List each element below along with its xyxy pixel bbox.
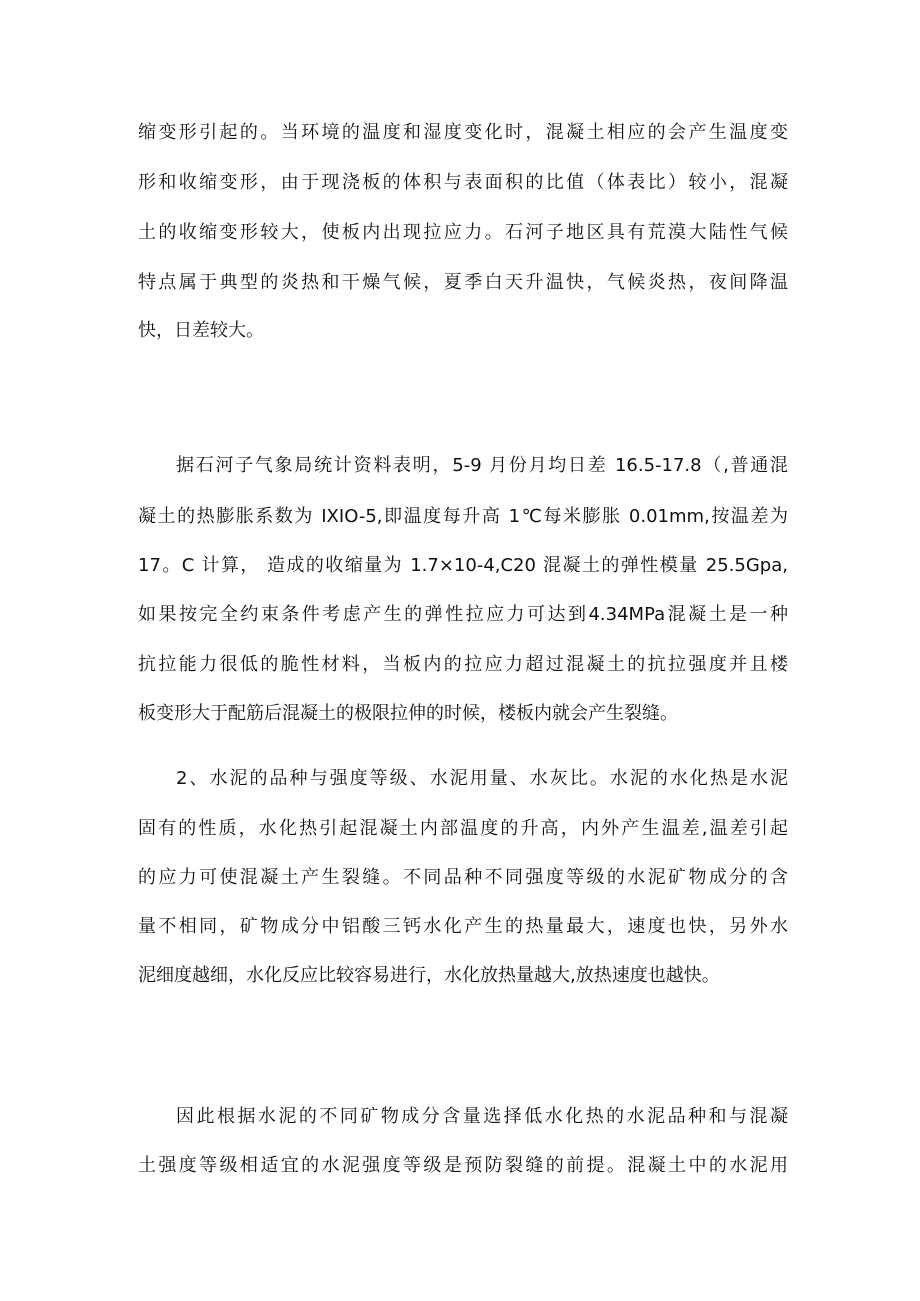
text-line: 抗拉能力很低的脆性材料，当板内的拉应力超过混凝土的抗拉强度并且楼	[138, 654, 788, 675]
text-line: 如果按完全约束条件考虑产生的弹性拉应力可达到4.34MPa混凝土是一种	[138, 604, 788, 625]
text-line: 2、水泥的品种与强度等级、水泥用量、水灰比。水泥的水化热是水泥	[176, 768, 788, 789]
text-line: 因此根据水泥的不同矿物成分含量选择低水化热的水泥品种和与混凝	[176, 1106, 788, 1127]
text-line: 量不相同，矿物成分中铝酸三钙水化产生的热量最大，速度也快，另外水	[138, 916, 788, 937]
text-line: 快，日差较大。	[138, 320, 264, 341]
text-line: 17。C 计算， 造成的收缩量为 1.7×10-4,C20 混凝土的弹性模量 25.5Gpa,	[138, 555, 788, 576]
text-line: 凝土的热膨胀系数为 IXIO-5,即温度每升高 1℃每米膨胀 0.01mm,按温差为	[138, 506, 788, 527]
text-line: 据石河子气象局统计资料表明，5-9 月份月均日差 16.5-17.8（,普通混	[176, 455, 788, 476]
text-line: 固有的性质，水化热引起混凝土内部温度的升高，内外产生温差,温差引起	[138, 818, 788, 839]
text-line: 板变形大于配筋后混凝土的极限拉伸的时候，楼板内就会产生裂缝。	[138, 703, 678, 724]
text-line: 的应力可使混凝土产生裂缝。不同品种不同强度等级的水泥矿物成分的含	[138, 867, 788, 888]
text-line: 土的收缩变形较大，使板内出现拉应力。石河子地区具有荒漠大陆性气候	[138, 222, 788, 243]
text-line: 特点属于典型的炎热和干燥气候，夏季白天升温快，气候炎热，夜间降温	[138, 272, 788, 293]
text-line: 形和收缩变形，由于现浇板的体积与表面积的比值（体表比）较小，混凝	[138, 172, 788, 193]
text-line: 泥细度越细，水化反应比较容易进行，水化放热量越大,放热速度也越快。	[138, 965, 720, 986]
text-line: 缩变形引起的。当环境的温度和湿度变化时，混凝土相应的会产生温度变	[138, 122, 788, 143]
text-line: 土强度等级相适宜的水泥强度等级是预防裂缝的前提。混凝土中的水泥用	[138, 1155, 788, 1176]
